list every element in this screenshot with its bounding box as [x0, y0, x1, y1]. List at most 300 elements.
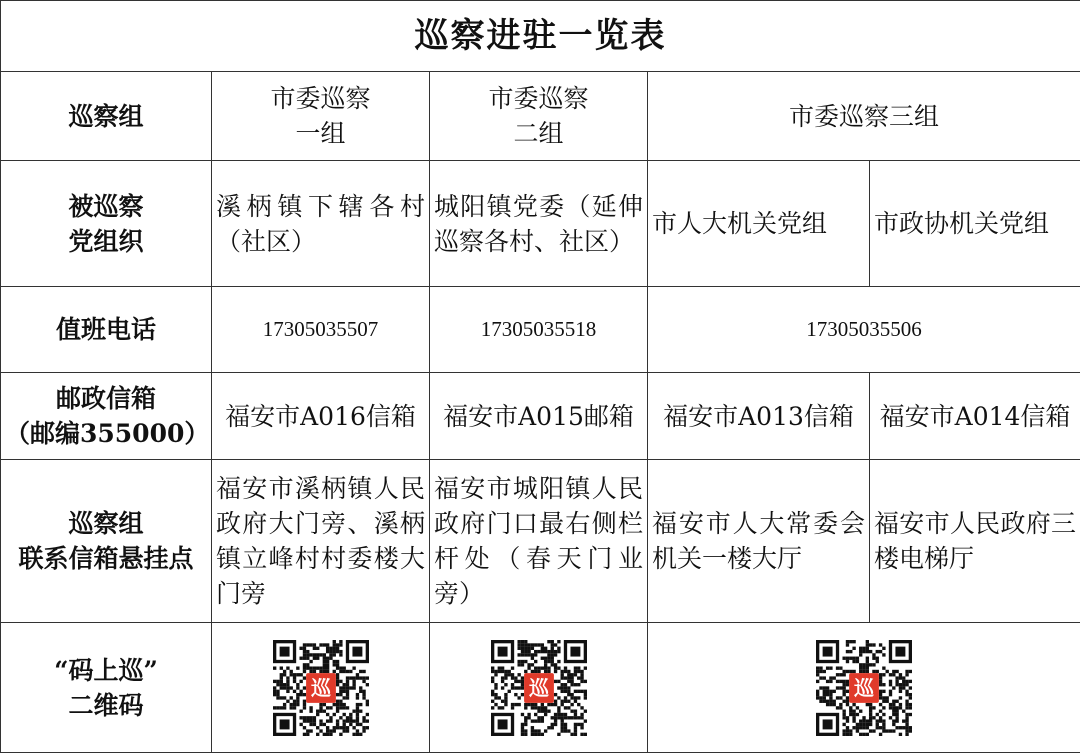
qr-module: [352, 666, 355, 669]
qr-module: [296, 673, 299, 676]
qr-module: [517, 653, 520, 656]
qr-module: [557, 706, 560, 709]
qr-module: [905, 716, 908, 719]
qr-module: [520, 676, 523, 679]
qr-module: [325, 643, 328, 646]
qr-module: [329, 656, 332, 659]
qr-module: [514, 686, 517, 689]
qr-module: [332, 712, 335, 715]
qr-module: [905, 732, 908, 735]
qr-module: [826, 686, 829, 689]
qr-module: [491, 689, 494, 692]
qr-module: [843, 679, 846, 682]
qr-module: [342, 719, 345, 722]
qr-module: [846, 669, 849, 672]
qr-module: [866, 649, 869, 652]
qr-module: [286, 679, 289, 682]
qr-module: [849, 732, 852, 735]
qr-module: [352, 732, 355, 735]
qr-module: [570, 683, 573, 686]
qr-module: [547, 726, 550, 729]
qr-module: [872, 669, 875, 672]
qr-module: [286, 676, 289, 679]
qr-module: [909, 692, 912, 695]
qr-code-group-2[interactable]: [491, 640, 587, 736]
qr-module: [335, 709, 338, 712]
qr-module: [547, 653, 550, 656]
qr-module: [345, 686, 348, 689]
qr-module: [289, 696, 292, 699]
qr-module: [557, 666, 560, 669]
qr-module: [859, 663, 862, 666]
qr-module: [577, 676, 580, 679]
qr-module: [517, 663, 520, 666]
qr-module: [892, 702, 895, 705]
qr-module: [491, 666, 494, 669]
qr-module: [843, 686, 846, 689]
qr-module: [852, 709, 855, 712]
qr-module: [359, 732, 362, 735]
qr-module: [517, 686, 520, 689]
group-3b-mailbox: 福安市A014信箱: [870, 373, 1080, 460]
qr-module: [819, 686, 822, 689]
qr-module: [273, 666, 276, 669]
qr-module: [517, 646, 520, 649]
qr-module: [869, 716, 872, 719]
qr-module: [570, 709, 573, 712]
qr-module: [563, 716, 566, 719]
qr-module: [909, 696, 912, 699]
qr-module: [296, 692, 299, 695]
qr-module: [514, 702, 517, 705]
qr-module: [833, 699, 836, 702]
qr-finder-inner: [279, 646, 289, 656]
qr-module: [849, 729, 852, 732]
qr-module: [823, 689, 826, 692]
qr-module: [289, 673, 292, 676]
qr-module: [876, 722, 879, 725]
qr-module: [345, 706, 348, 709]
qr-module: [352, 719, 355, 722]
qr-module: [862, 722, 865, 725]
qr-module: [543, 706, 546, 709]
qr-module: [560, 669, 563, 672]
qr-module: [866, 646, 869, 649]
qr-module: [852, 726, 855, 729]
qr-module: [826, 699, 829, 702]
qr-module: [329, 729, 332, 732]
qr-module: [899, 673, 902, 676]
qr-module: [365, 702, 368, 705]
qr-module: [286, 666, 289, 669]
qr-module: [517, 643, 520, 646]
qr-module: [846, 716, 849, 719]
qr-module: [355, 712, 358, 715]
qr-module: [580, 732, 583, 735]
qr-code-group-1[interactable]: [273, 640, 369, 736]
qr-module: [345, 683, 348, 686]
qr-module: [879, 643, 882, 646]
qr-module: [355, 732, 358, 735]
qr-module: [332, 702, 335, 705]
qr-module: [524, 653, 527, 656]
qr-module: [325, 706, 328, 709]
qr-module: [829, 692, 832, 695]
qr-module: [540, 706, 543, 709]
qr-module: [504, 673, 507, 676]
qr-module: [352, 676, 355, 679]
qr-module: [843, 683, 846, 686]
qr-module: [534, 666, 537, 669]
qr-module: [580, 716, 583, 719]
qr-module: [866, 719, 869, 722]
qr-module: [563, 699, 566, 702]
qr-module: [282, 669, 285, 672]
qr-module: [359, 702, 362, 705]
qr-module: [879, 709, 882, 712]
qr-module: [534, 702, 537, 705]
qr-module: [534, 649, 537, 652]
qr-module: [335, 676, 338, 679]
qr-module: [342, 702, 345, 705]
qr-module: [849, 656, 852, 659]
qr-module: [567, 669, 570, 672]
qr-module: [282, 696, 285, 699]
qr-module: [866, 640, 869, 643]
qr-module: [332, 640, 335, 643]
qr-module: [306, 653, 309, 656]
qr-module: [332, 646, 335, 649]
qr-module: [583, 732, 586, 735]
qr-module: [577, 722, 580, 725]
qr-finder-inner: [352, 646, 362, 656]
qr-module: [292, 702, 295, 705]
qr-module: [846, 732, 849, 735]
qr-module: [306, 643, 309, 646]
group-3-qr-cell: [648, 623, 1080, 753]
qr-module: [534, 719, 537, 722]
qr-module: [306, 656, 309, 659]
qr-module: [563, 706, 566, 709]
qr-module: [306, 666, 309, 669]
qr-module: [573, 732, 576, 735]
qr-module: [543, 663, 546, 666]
qr-module: [905, 726, 908, 729]
qr-module: [292, 679, 295, 682]
qr-module: [866, 659, 869, 662]
qr-module: [560, 686, 563, 689]
qr-module: [306, 732, 309, 735]
qr-module: [543, 656, 546, 659]
qr-module: [534, 659, 537, 662]
qr-module: [862, 716, 865, 719]
qr-module: [286, 686, 289, 689]
qr-module: [309, 719, 312, 722]
qr-module: [839, 696, 842, 699]
qr-module: [829, 702, 832, 705]
qr-module: [852, 716, 855, 719]
qr-module: [339, 699, 342, 702]
qr-module: [550, 649, 553, 652]
qr-module: [879, 702, 882, 705]
qr-module: [876, 659, 879, 662]
qr-module: [500, 679, 503, 682]
qr-module: [319, 722, 322, 725]
qr-module: [312, 643, 315, 646]
qr-module: [836, 696, 839, 699]
qr-module: [537, 706, 540, 709]
qr-module: [299, 689, 302, 692]
qr-module: [339, 726, 342, 729]
qr-module: [889, 729, 892, 732]
qr-module: [500, 669, 503, 672]
qr-module: [352, 679, 355, 682]
qr-module: [583, 719, 586, 722]
qr-module: [289, 706, 292, 709]
qr-module: [345, 679, 348, 682]
qr-module: [342, 712, 345, 715]
qr-module: [862, 669, 865, 672]
qr-module: [563, 686, 566, 689]
group-3b-targets: 市政协机关党组: [870, 161, 1080, 287]
qr-module: [299, 692, 302, 695]
qr-module: [520, 683, 523, 686]
qr-module: [540, 643, 543, 646]
qr-module: [530, 726, 533, 729]
qr-module: [316, 709, 319, 712]
qr-module: [292, 676, 295, 679]
qr-module: [872, 653, 875, 656]
qr-code-group-3[interactable]: [816, 640, 912, 736]
qr-module: [547, 669, 550, 672]
qr-module: [524, 729, 527, 732]
qr-module: [537, 643, 540, 646]
qr-module: [507, 669, 510, 672]
qr-module: [497, 666, 500, 669]
qr-module: [312, 722, 315, 725]
qr-module: [507, 689, 510, 692]
qr-module: [339, 686, 342, 689]
qr-module: [889, 706, 892, 709]
qr-module: [352, 709, 355, 712]
qr-module: [302, 646, 305, 649]
qr-module: [852, 640, 855, 643]
qr-module: [570, 692, 573, 695]
qr-module: [329, 716, 332, 719]
qr-module: [577, 716, 580, 719]
qr-module: [540, 719, 543, 722]
qr-module: [316, 653, 319, 656]
qr-module: [302, 716, 305, 719]
qr-module: [325, 732, 328, 735]
qr-module: [550, 702, 553, 705]
qr-module: [517, 673, 520, 676]
qr-module: [316, 726, 319, 729]
qr-module: [560, 719, 563, 722]
qr-module: [872, 706, 875, 709]
qr-module: [312, 653, 315, 656]
qr-module: [892, 699, 895, 702]
qr-module: [355, 719, 358, 722]
qr-module: [836, 666, 839, 669]
qr-module: [563, 726, 566, 729]
qr-module: [530, 663, 533, 666]
qr-module: [302, 706, 305, 709]
qr-module: [296, 686, 299, 689]
qr-module: [846, 689, 849, 692]
qr-module: [869, 663, 872, 666]
qr-module: [886, 696, 889, 699]
qr-module: [560, 716, 563, 719]
qr-finder-inner: [279, 719, 289, 729]
qr-module: [342, 722, 345, 725]
qr-module: [292, 699, 295, 702]
qr-module: [332, 726, 335, 729]
qr-module: [494, 673, 497, 676]
qr-module: [494, 683, 497, 686]
qr-module: [319, 653, 322, 656]
qr-module: [335, 673, 338, 676]
qr-module: [839, 686, 842, 689]
qr-badge-label: 巡: [311, 676, 332, 700]
qr-module: [905, 702, 908, 705]
qr-module: [826, 702, 829, 705]
qr-module: [816, 692, 819, 695]
qr-module: [319, 643, 322, 646]
qr-module: [905, 692, 908, 695]
qr-module: [282, 683, 285, 686]
qr-module: [312, 719, 315, 722]
qr-module: [583, 689, 586, 692]
qr-module: [365, 719, 368, 722]
qr-module: [580, 706, 583, 709]
qr-module: [302, 719, 305, 722]
qr-module: [527, 653, 530, 656]
qr-module: [296, 666, 299, 669]
qr-module: [573, 669, 576, 672]
qr-module: [879, 732, 882, 735]
qr-module: [282, 706, 285, 709]
qr-module: [355, 673, 358, 676]
qr-module: [560, 676, 563, 679]
qr-module: [543, 729, 546, 732]
qr-module: [816, 696, 819, 699]
qr-module: [302, 653, 305, 656]
qr-module: [306, 649, 309, 652]
qr-module: [859, 649, 862, 652]
qr-module: [899, 683, 902, 686]
qr-module: [319, 729, 322, 732]
qr-module: [524, 706, 527, 709]
qr-module: [365, 712, 368, 715]
qr-module: [365, 676, 368, 679]
qr-module: [882, 696, 885, 699]
qr-module: [567, 686, 570, 689]
qr-module: [292, 673, 295, 676]
qr-module: [560, 722, 563, 725]
qr-module: [892, 722, 895, 725]
qr-module: [557, 686, 560, 689]
qr-module: [504, 692, 507, 695]
qr-module: [276, 689, 279, 692]
qr-module: [527, 643, 530, 646]
qr-module: [273, 692, 276, 695]
qr-module: [520, 732, 523, 735]
qr-module: [504, 676, 507, 679]
qr-module: [329, 649, 332, 652]
qr-module: [553, 679, 556, 682]
qr-module: [567, 716, 570, 719]
qr-module: [895, 709, 898, 712]
table-title: 巡察进驻一览表: [1, 1, 1080, 72]
qr-module: [573, 699, 576, 702]
qr-module: [862, 726, 865, 729]
qr-module: [866, 702, 869, 705]
qr-module: [335, 722, 338, 725]
qr-module: [905, 719, 908, 722]
qr-module: [530, 719, 533, 722]
qr-module: [530, 646, 533, 649]
qr-module: [322, 702, 325, 705]
qr-module: [325, 663, 328, 666]
qr-module: [527, 702, 530, 705]
qr-module: [573, 709, 576, 712]
qr-module: [342, 696, 345, 699]
qr-module: [520, 712, 523, 715]
qr-module: [859, 722, 862, 725]
qr-module: [292, 706, 295, 709]
qr-module: [846, 659, 849, 662]
qr-module: [550, 643, 553, 646]
qr-module: [829, 666, 832, 669]
qr-module: [335, 683, 338, 686]
qr-module: [349, 716, 352, 719]
qr-module: [889, 692, 892, 695]
qr-module: [339, 679, 342, 682]
qr-module: [882, 653, 885, 656]
qr-module: [892, 686, 895, 689]
qr-module: [583, 696, 586, 699]
row-targets: [1, 161, 1080, 287]
qr-module: [510, 702, 513, 705]
qr-module: [286, 699, 289, 702]
qr-module: [577, 696, 580, 699]
qr-module: [355, 692, 358, 695]
qr-module: [342, 686, 345, 689]
qr-module: [302, 669, 305, 672]
qr-module: [879, 683, 882, 686]
qr-module: [570, 702, 573, 705]
qr-module: [866, 726, 869, 729]
qr-module: [823, 676, 826, 679]
qr-module: [540, 702, 543, 705]
qr-module: [886, 669, 889, 672]
qr-module: [319, 706, 322, 709]
qr-module: [849, 649, 852, 652]
qr-module: [895, 683, 898, 686]
qr-module: [359, 722, 362, 725]
qr-module: [355, 729, 358, 732]
qr-module: [322, 732, 325, 735]
qr-module: [365, 683, 368, 686]
qr-module: [846, 649, 849, 652]
qr-module: [905, 673, 908, 676]
qr-module: [517, 640, 520, 643]
qr-module: [349, 686, 352, 689]
qr-module: [534, 653, 537, 656]
qr-module: [342, 729, 345, 732]
qr-module: [902, 686, 905, 689]
